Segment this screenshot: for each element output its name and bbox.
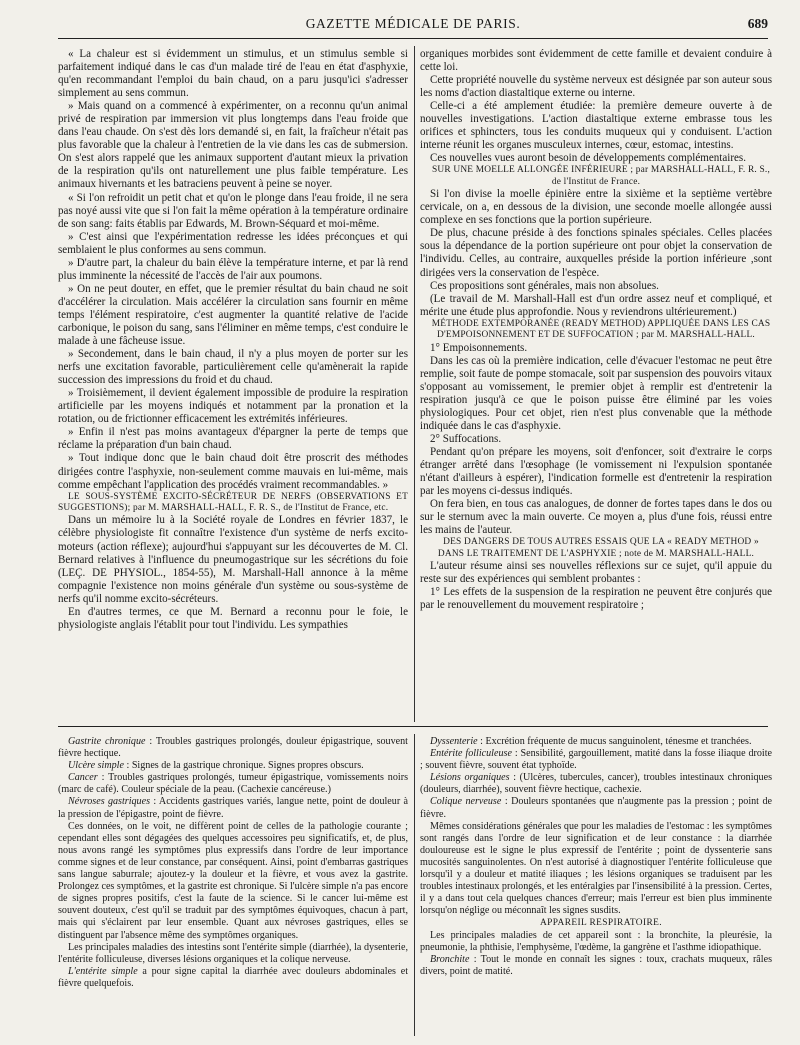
text: : Tout le monde en connaît les signes : toux, crachats muqueux, râles divers, point de matité. xyxy=(420,953,772,977)
paragraph: Si l'on divise la moelle épinière entre la sixième et la septième vertèbre cervicale, on a, en dessous de la division, une seconde moelle allongée aussi complexe en ses fonctions que la portion supérieure. xyxy=(420,188,772,227)
term: Gastrite chronique xyxy=(68,736,146,747)
right-column xyxy=(420,48,772,720)
section-title: APPAREIL RESPIRATOIRE. xyxy=(539,918,662,929)
paragraph: » Mais quand on a commencé à expérimenter, on a reconnu qu'un animal privé de respiration par immersion vit plus longtemps dans l'eau froide que dans l'eau chaude. On s'est dès lors demandé si, en fait, la fraîcheur n'était pas plus favorable que la chaleur à l'entretien de la vie dans les cas de submersion. On s'est alors rappelé que les animaux supportent d'autant mieux la privation de la respiration qu'ils ont naturellement une plus faible température. Les animaux hivernants et les batraciens peuvent à peine se noyer. xyxy=(58,100,408,191)
text: : Douleurs spontanées que n'augmente pas la pression ; point de fièvre. xyxy=(420,796,772,820)
paragraph: Celle-ci a été amplement étudiée: la première demeure ouverte à de nouvelles investigations. L'action diastaltique externe embrasse tous les orifices et sphincters, tous les conduits muqueux qui y conduisent. L'action interne réunit les organes musculeux internes, cœur, estomac, intestins. xyxy=(420,100,772,152)
paragraph: Les principales maladies de cet appareil sont : la bronchite, la pleurésie, la pneumonie, la phthisie, l'emphysème, l'œdème, la gangrène et l'asthme idiopathique. xyxy=(420,929,772,953)
paragraph: 1° Empoisonnements. xyxy=(430,341,528,354)
term: Lésions organiques xyxy=(430,772,510,784)
paragraph: organiques morbides sont évidemment de cette famille et devaient conduire à cette loi. xyxy=(420,48,772,74)
left-column xyxy=(58,48,408,720)
paragraph xyxy=(420,748,772,772)
paragraph xyxy=(420,736,772,748)
paragraph: Ces nouvelles vues auront besoin de développements complémentaires. xyxy=(430,152,746,165)
paragraph: De plus, chacune préside à des fonctions spinales spéciales. Celles placées sous la dépendance de la portion supérieure ont pour objet la conservation de l'individu. Celles, au contraire, auxquelles préside la portion inférieure ,sont dirigées vers la conservation de l'espèce. xyxy=(420,227,772,279)
paragraph: « Si l'on refroidit un petit chat et qu'on le plonge dans l'eau froide, il ne sera pas noyé aussi vite que si l'on fait la même opération à la température ordinaire de son sang: faits établis par Edwards, M. Brown-Séquard et moi-même. xyxy=(58,191,408,230)
text: : Excrétion fréquente de mucus sanguinolent, ténesme et tranchées. xyxy=(477,736,752,747)
text: : Sensibilité, gargouillement, matité dans la fosse iliaque droite ; souvent fièvre, souvent état typhoïde. xyxy=(420,748,772,772)
term: Bronchite xyxy=(430,953,470,965)
paragraph xyxy=(58,736,408,760)
paragraph: » On ne peut douter, en effet, que le premier résultat du bain chaud ne soit d'accélérer la circulation. Mais accélérer la circulation sans fournir en même temps l'élément respiratoire, c'est augmenter la quantité relative de l'acide carbonique, le poison du sang, sans l'éliminer en même temps, c'est conduire le malade à une fâcheuse issue. xyxy=(58,282,408,348)
paragraph xyxy=(58,772,408,796)
paragraph: « La chaleur est si évidemment un stimulus, et un stimulus semble si parfaitement indiqué dans le cas d'un malade tiré de l'eau en état d'asphyxie, qu'en recommandant l'emploi du bain chaud, on a paru jusqu'ici s'adresser simplement au sens commun. xyxy=(58,48,408,100)
section-heading: SUR UNE MOELLE ALLONGÉE INFÉRIEURE ; par MARSHALL-HALL, F. R. S., de l'Institut de France. xyxy=(431,165,770,187)
section-heading: MÉTHODE EXTEMPORANÉE (READY METHOD) APPLIQUÉE DANS LES CAS D'EMPOISONNEMENT ET DE SUFFOCATION ; par M. MARSHALL-HALL. xyxy=(431,318,771,341)
text: : Accidents gastriques variés, langue nette, point de douleur à la pression de l'épigastre, point de fièvre. xyxy=(58,796,408,820)
paragraph xyxy=(420,772,772,796)
text: : (Ulcères, tubercules, cancer), troubles intestinaux chroniques (douleurs, diarrhée), souvent fièvre hectique, cachexie. xyxy=(420,772,772,796)
paragraph: Dans un mémoire lu à la Société royale de Londres en février 1837, le célèbre physiologiste fit connaître l'existence d'un système de nerfs excito-moteurs (action réflexe); aujourd'hui s'appuyant sur les découvertes de M. Cl. Bernard relatives à l'influence du pneumogastrique sur les sécrétions du foie (LEÇ. DE PHYSIOL., 1854-55), M. Marshall-Hall annonce à la même compagnie l'existence non moins générale d'un système ou sous-système de nerfs qu'il nomme excito-sécréteurs. xyxy=(58,514,408,605)
paragraph: » D'autre part, la chaleur du bain élève la température interne, et par là rend plus imminente la nécessité de l'accès de l'air aux poumons. xyxy=(58,256,408,282)
paragraph: Dans les cas où la première indication, celle d'évacuer l'estomac ne peut être remplie, soit faute de pompe stomacale, soit par suspension des pouvoirs vitaux s'opposant au vomissement, le premier objet à remplir est d'entretenir la respiration jusqu'à ce que le poison puisse être éliminé par les voies physiologiques. Pour cet objet, rien n'est plus convenable que la méthode indiquée dans le cas d'asphyxie. xyxy=(420,354,772,432)
paragraph: Ces données, on le voit, ne diffèrent point de celles de la pathologie courante ; cependant elles sont dégagées des quelques accessoires peu significatifs, et, de plus, nous avons rangé les symptômes plus expressifs dans l'ordre de leur importance comme signes et de leur constance, par conséquent. Ainsi, point d'embarras gastriques sans langue saburrale; ajoutez-y la douleur et la fièvre, et vous avez la gastrite. Prolongez ces symptômes, et la gastrite est chronique. Si l'ulcère simple n'a pas encore de signes propres positifs, c'est la faute de la science. Si le cancer lui-même est souvent douteux, c'est qu'il se traduit par des symptômes équivoques, chacun à part, mais qui s'éclairent par leur ensemble. Quant aux névroses gastriques, elles se distinguent par l'absence même des symptômes organiques. xyxy=(58,820,408,941)
section-divider xyxy=(58,726,768,727)
paragraph: (Le travail de M. Marshall-Hall est d'un ordre assez neuf et compliqué, et mérite une étude plus approfondie. Nous y reviendrons ultérieurement.) xyxy=(420,292,772,318)
term: Dyssenterie xyxy=(430,736,478,747)
paragraph xyxy=(58,966,408,990)
journal-title: GAZETTE MÉDICALE DE PARIS. xyxy=(305,16,521,31)
paragraph: Ces propositions sont générales, mais non absolues. xyxy=(430,279,659,292)
paragraph: 2° Suffocations. xyxy=(430,432,502,445)
term: Colique nerveuse xyxy=(430,796,502,808)
column-divider xyxy=(414,46,415,722)
paragraph xyxy=(58,760,408,772)
paragraph: » C'est ainsi que l'expérimentation redresse les idées préconçues et qui semblaient le plus conformes au sens commun. xyxy=(58,230,408,256)
paragraph: En d'autres termes, ce que M. Bernard a reconnu pour le foie, le physiologiste anglais l'établit pour tout l'individu. Les sympathies xyxy=(58,605,408,631)
text: a pour signe capital la diarrhée avec douleurs abdominales et fièvre quelquefois. xyxy=(58,965,408,989)
page-number: 689 xyxy=(747,16,768,31)
term: Cancer xyxy=(68,772,98,784)
paragraph: Mêmes considérations générales que pour les maladies de l'estomac : les symptômes sont rangés dans l'ordre de leur signification et de leur constance : la diarrhée douloureuse est le signe le plus expressif de l'entérite ; point de dyssenterie sans mucosités sanguinolentes. On n'est autorisé à diagnostiquer l'entérite folliculeuse que lorsqu'il y a douleur et matité iliaques ; les lésions organiques se traduisent par les troubles intestinaux prolongés, et les entéralgies par l'insensibilité à la pression. Certes, il y a dans tout cela quelques chances d'erreur; mais l'erreur est bien plus imminente lorsqu'on néglige ou méconnaît les signes susdits. xyxy=(420,820,772,917)
paragraph: » Enfin il n'est pas moins avantageux d'épargner la perte de temps que réclame la préparation d'un bain chaud. xyxy=(58,426,408,452)
bottom-left-column xyxy=(58,736,408,1036)
paragraph: L'auteur résume ainsi ses nouvelles réflexions sur ce sujet, qu'il appuie du reste sur des expériences qui semblent probantes : xyxy=(420,560,772,586)
paragraph: On fera bien, en tous cas analogues, de donner de fortes tapes dans le dos ou sur le sternum avec la main ouverte. Ce moyen a, plus d'une fois, réussi entre les mains de l'auteur. xyxy=(420,498,772,537)
page-header xyxy=(58,16,768,39)
text: : Signes de la gastrique chronique. Signes propres obscurs. xyxy=(123,760,364,772)
paragraph: » Secondement, dans le bain chaud, il n'y a plus moyen de porter sur les nerfs une excitation favorable, particulièrement celle qu'amènerait la rapide succession des impressions du froid et du chaud. xyxy=(58,348,408,387)
bottom-right-column xyxy=(420,736,772,1036)
paragraph: Les principales maladies des intestins sont l'entérite simple (diarrhée), la dysenterie, l'entérite folliculeuse, diverses lésions organiques et la colique nerveuse. xyxy=(58,941,408,965)
paragraph xyxy=(58,796,408,820)
paragraph xyxy=(420,796,772,820)
paragraph: 1° Les effets de la suspension de la respiration ne peuvent être conjurés que par le renouvellement du mouvement respiratoire ; xyxy=(420,586,772,612)
paragraph: » Troisièmement, il devient également impossible de produire la respiration artificielle par les moyens indiqués et notamment par la pronation et la rotation, ou de frictionner efficacement les extrémités inférieures. xyxy=(58,387,408,426)
text: : Troubles gastriques prolongés, douleur épigastrique, souvent fièvre hectique. xyxy=(58,736,408,760)
paragraph: Pendant qu'on prépare les moyens, soit d'enfoncer, soit d'extraire le corps étranger arrêté dans l'œsophage (le vomissement ni l'expulsion spontanée n'étant d'ailleurs à espérer), l'indication formelle est d'entretenir la respiration par les moyens ci-dessus indiqués. xyxy=(420,445,772,498)
term: Ulcère simple xyxy=(68,760,124,772)
term: Névroses gastriques xyxy=(68,796,151,808)
text: : Troubles gastriques prolongés, tumeur épigastrique, vomissements noirs (marc de café). Couleur spéciale de la peau. (Cachexie cancéreuse.) xyxy=(58,772,408,796)
paragraph: » Tout indique donc que le bain chaud doit être proscrit des méthodes dirigées contre l'asphyxie, non-seulement comme mauvais en lui-même, mais comme empêchant l'application des procédés vraiment recommandables. » xyxy=(58,452,408,491)
term: Entérite folliculeuse xyxy=(430,748,512,760)
column-divider xyxy=(414,734,415,1036)
paragraph: Cette propriété nouvelle du système nerveux est désignée par son auteur sous les noms d'action diastaltique externe ou interne. xyxy=(420,74,772,100)
section-heading: LE SOUS-SYSTÈME EXCITO-SÉCRÉTEUR DE NERFS (OBSERVATIONS ET SUGGESTIONS); par M. MARSHALL-HALL, F. R. S., de l'Institut de France, etc. xyxy=(58,491,408,513)
paragraph xyxy=(420,954,772,978)
term: L'entérite simple xyxy=(68,965,138,977)
section-heading: DES DANGERS DE TOUS AUTRES ESSAIS QUE LA « READY METHOD » DANS LE TRAITEMENT DE L'ASPHYXIE ; note de M. MARSHALL-HALL. xyxy=(437,537,759,559)
